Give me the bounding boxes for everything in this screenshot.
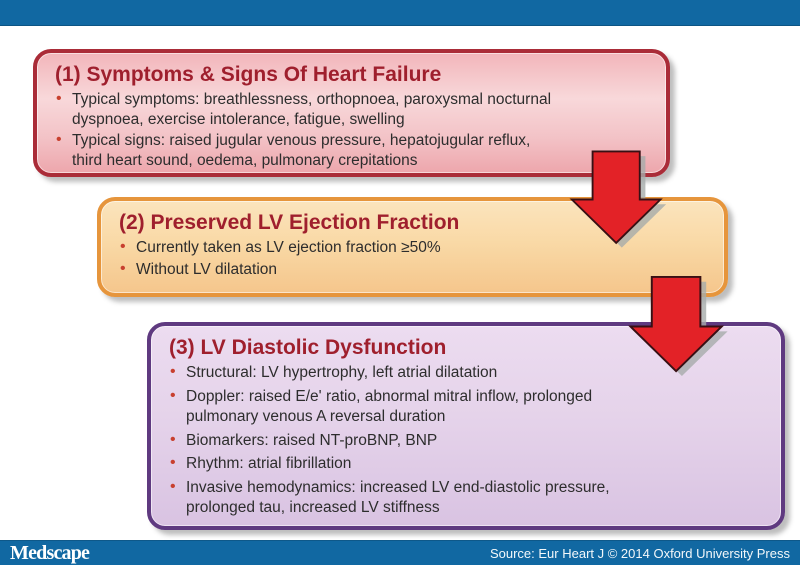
top-bar <box>0 0 800 26</box>
box1-title: (1) Symptoms & Signs Of Heart Failure <box>55 63 442 86</box>
bullet-item: • Typical symptoms: breathlessness, orthopnoea, paroxysmal nocturnal dyspnoea, exercise intolerance, fatigue, swelling <box>49 90 564 129</box>
bullet-item: • Typical signs: raised jugular venous pressure, hepatojugular reflux, third heart sound, oedema, pulmonary crepitations <box>49 131 564 170</box>
box1-bullet-list <box>49 90 564 170</box>
box3-bullet-list <box>163 363 625 519</box>
bullet-item: • Doppler: raised E/e' ratio, abnormal mitral inflow, prolonged pulmonary venous A reversal duration <box>163 387 625 428</box>
source-credit: Source: Eur Heart J © 2014 Oxford University Press <box>489 545 790 561</box>
footer-bar <box>0 540 800 565</box>
box3-title: (3) LV Diastolic Dysfunction <box>169 336 447 359</box>
down-arrow-icon <box>569 149 669 250</box>
bullet-item: • Structural: LV hypertrophy, left atrial dilatation <box>163 363 625 384</box>
bullet-item: • Invasive hemodynamics: increased LV end-diastolic pressure, prolonged tau, increased LV stiffness <box>163 478 625 519</box>
bullet-item: • Without LV dilatation <box>113 260 708 280</box>
medscape-logo: Medscape <box>10 541 90 564</box>
bullet-item: • Biomarkers: raised NT-proBNP, BNP <box>163 431 625 452</box>
down-arrow-icon <box>626 275 732 378</box>
box2-title: (2) Preserved LV Ejection Fraction <box>119 211 460 234</box>
bullet-item: • Rhythm: atrial fibrillation <box>163 454 625 475</box>
bullet-item: • Currently taken as LV ejection fraction ≥50% <box>113 238 708 258</box>
